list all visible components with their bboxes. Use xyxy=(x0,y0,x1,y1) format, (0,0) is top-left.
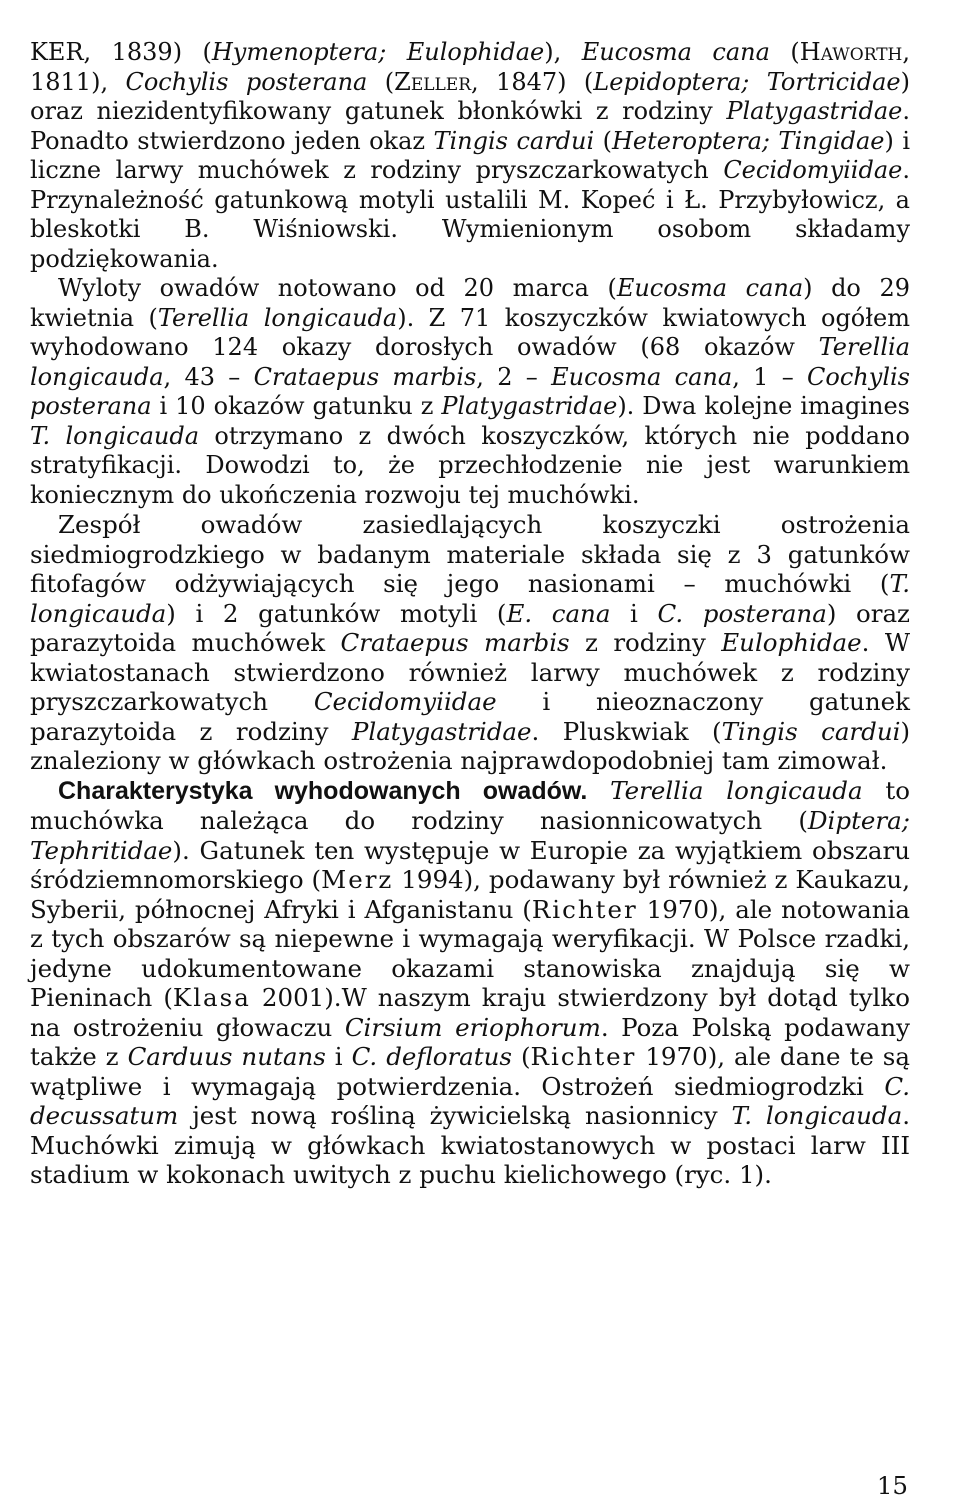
text-run: 2001).W naszym kraju stwierdzony był dotąd tylko na ostrożeniu głowaczu xyxy=(30,983,910,1042)
taxon-name: Platygastridae xyxy=(441,392,618,420)
text-run: i nieoznaczony gatunek parazytoida z rodziny xyxy=(30,687,910,746)
text-run: , 43 – xyxy=(163,362,254,391)
citation-author: Richter xyxy=(530,1042,637,1071)
text-run: Zespół owadów zasiedlających koszyczki ostrożenia siedmiogrodzkiego w badanym materiale składa się z 3 gatunków fitofagów odżywiających się jego nasionami – muchówki ( xyxy=(30,510,910,598)
text-run: , 2 – xyxy=(476,362,552,391)
text-run xyxy=(587,776,610,805)
text-run: i 10 okazów gatunku z xyxy=(151,392,442,420)
page-number: 15 xyxy=(876,1471,908,1500)
taxon-name: C. defloratus xyxy=(351,1042,512,1071)
text-run: . Pluskwiak ( xyxy=(531,716,722,746)
paragraph-characteristics xyxy=(30,776,910,1190)
taxon-name: Cirsium eriophorum xyxy=(344,1012,601,1042)
taxon-name: T. longicauda xyxy=(30,421,200,450)
author-name: Zeller xyxy=(394,67,472,96)
taxon-name: Platygastridae xyxy=(726,97,903,125)
text-run: jest nową rośliną żywicielską nasionnicy xyxy=(178,1101,732,1130)
citation-author: Richter xyxy=(531,894,638,924)
section-heading: Charakterystyka wyhodowanych owadów. xyxy=(58,776,588,805)
text-run: z rodziny xyxy=(569,628,722,657)
taxon-name: Terellia longicauda xyxy=(610,775,863,805)
taxon-name: Hymenoptera; Eulophidae xyxy=(211,38,545,66)
text-run: . Poza Polską podawany także z xyxy=(30,1012,911,1071)
taxon-name: T. longicauda xyxy=(30,569,910,628)
paragraph-insect-assemblage xyxy=(30,510,910,776)
text-run: ). Gatunek ten występuje w Europie za wyjątkiem obszaru śródziemnomorskiego ( xyxy=(30,835,910,894)
text-run: Wyloty owadów notowano od 20 marca ( xyxy=(58,274,617,302)
paragraph-acknowledgements xyxy=(30,38,910,274)
text-run: ) i liczne larwy muchówek z rodziny pryszczarkowatych xyxy=(30,126,910,184)
taxon-name: Tingis cardui xyxy=(721,716,901,746)
taxon-name: Terellia longicauda xyxy=(157,303,398,332)
taxon-name: C. posterana xyxy=(657,598,827,628)
taxon-name: Cecidomyiidae xyxy=(723,156,903,184)
taxon-name: Cochylis posterana xyxy=(125,67,368,96)
text-run: to muchówka należąca do rodziny nasionnicowatych ( xyxy=(30,775,910,835)
text-run: otrzymano z dwóch koszyczków, których nie poddano stratyfikacji. Dowodzi to, że przechłodzenie nie jest warunkiem koniecznym do ukończenia rozwoju tej muchówki. xyxy=(30,421,910,509)
taxon-name: Heteroptera; Tingidae xyxy=(612,126,885,155)
taxon-name: Crataepus marbis xyxy=(253,362,477,391)
author-name: Haworth xyxy=(799,38,903,66)
taxon-name: Tingis cardui xyxy=(433,126,595,155)
text-run: , 1 – xyxy=(732,362,808,391)
taxon-name: Cochylis posterana xyxy=(30,362,910,420)
taxon-name: Eucosma cana xyxy=(616,274,804,302)
text-run: 1994), podawany był również z Kaukazu, Syberii, północnej Afryki i Afganistanu ( xyxy=(30,865,911,924)
taxon-name: Cecidomyiidae xyxy=(313,687,497,716)
text-run: , 1811), xyxy=(30,38,910,96)
text-run: ( xyxy=(594,126,612,155)
taxon-name: C. decussatum xyxy=(30,1071,910,1130)
text-run: . Muchówki zimują w główkach kwiatostanowych w postaci larw III stadium w kokonach uwitych z puchu kielichowego (ryc. 1). xyxy=(30,1101,910,1189)
text-run: ) oraz niezidentyfikowany gatunek błonkówki z rodziny xyxy=(30,67,910,125)
text-run: ) i 2 gatunków motyli ( xyxy=(166,598,507,628)
text-run: ) do 29 kwietnia ( xyxy=(30,274,910,332)
taxon-name: Terellia longicauda xyxy=(30,333,910,391)
taxon-name: Diptera; Tephritidae xyxy=(30,806,910,865)
text-run: i xyxy=(610,598,658,628)
text-run: ), xyxy=(544,38,582,66)
text-run: . Przynależność gatunkową motyli ustalili M. Kopeć i Ł. Przybyłowicz, a bleskotki B. Wiśniowski. Wymienionym osobom składamy podziękowania. xyxy=(30,156,910,273)
taxon-name: Eucosma cana xyxy=(581,38,770,66)
text-run: , 1847) ( xyxy=(471,67,594,96)
text-run: . Ponadto stwierdzono jeden okaz xyxy=(30,97,910,155)
citation-author: Merz xyxy=(321,865,394,894)
text-run: ) znaleziony w główkach ostrożenia najprawdopodobniej tam zimował. xyxy=(30,716,910,775)
citation-author: Klasa xyxy=(172,983,251,1012)
taxon-name: Lepidoptera; Tortricidae xyxy=(593,67,901,96)
taxon-name: Platygastridae xyxy=(351,716,532,746)
text-run: KER xyxy=(30,38,84,66)
text-run: ( xyxy=(512,1042,531,1071)
taxon-name: Carduus nutans xyxy=(127,1042,326,1071)
taxon-name: Eucosma cana xyxy=(551,362,733,391)
taxon-name: T. longicauda xyxy=(731,1101,903,1130)
text-run: 1970), ale notowania z tych obszarów są niepewne i wymagają weryfikacji. W Polsce rzadki, jedyne udokumentowane okazami stanowiska znajdują się w Pieninach ( xyxy=(30,894,910,1012)
text-run: ( xyxy=(367,67,395,96)
text-run: ) oraz parazytoida muchówek xyxy=(30,598,910,657)
taxon-name: Eulophidae xyxy=(721,628,862,657)
taxon-name: Crataepus marbis xyxy=(340,628,570,657)
text-run: i xyxy=(325,1042,352,1071)
paragraph-emergence xyxy=(30,274,910,510)
text-run: . W kwiatostanach stwierdzono również larwy muchówek z rodziny pryszczarkowatych xyxy=(30,628,911,716)
text-run: , 1839) ( xyxy=(83,38,212,66)
taxon-name: E. cana xyxy=(506,598,611,628)
text-run: ). Z 71 koszyczków kwiatowych ogółem wyhodowano 124 okazy dorosłych owadów (68 okazów xyxy=(30,303,910,361)
article-body xyxy=(30,38,910,1190)
text-run: 1970), ale dane te są wątpliwe i wymagają potwierdzenia. Ostrożeń siedmiogrodzki xyxy=(30,1042,910,1101)
text-run: ( xyxy=(769,38,800,66)
text-run: ). Dwa kolejne imagines xyxy=(617,392,910,420)
